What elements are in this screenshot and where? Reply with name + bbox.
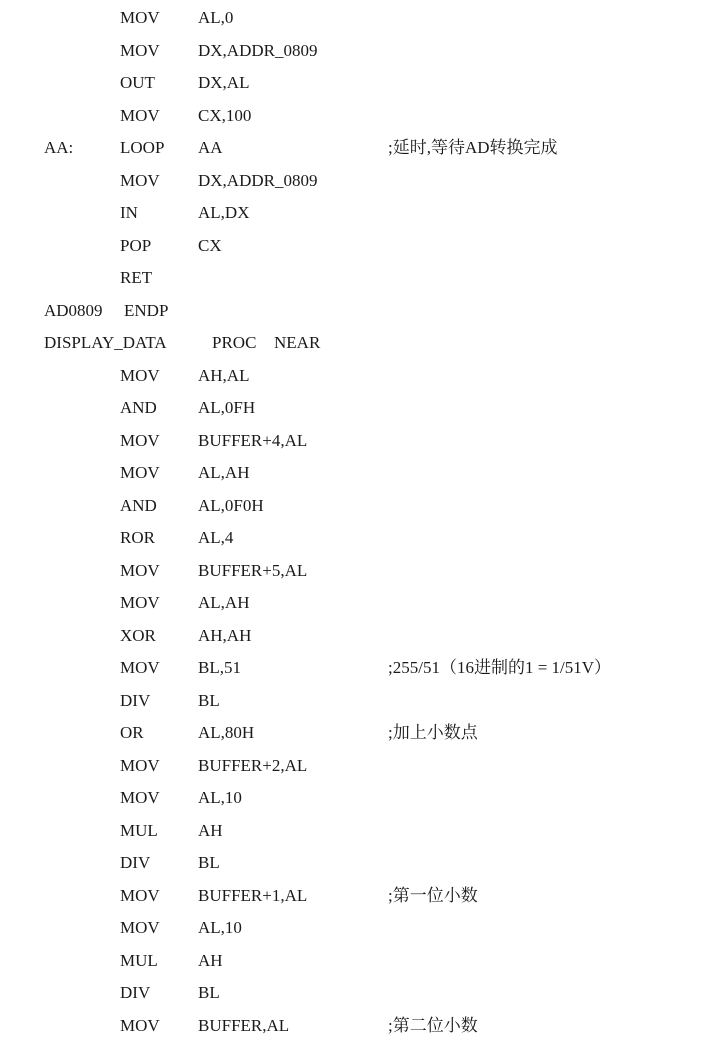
opcode: MOV [120, 885, 160, 905]
opcode: XOR [120, 625, 156, 645]
opcode: LOOP [120, 138, 165, 157]
code-line [0, 555, 701, 588]
operand: AL,DX [198, 203, 250, 222]
operand: AH,AH [198, 625, 252, 645]
operand: CX,100 [198, 105, 252, 125]
code-line [0, 392, 701, 425]
code-line [0, 197, 701, 230]
operand: BUFFER+1,AL [198, 885, 308, 905]
opcode: OUT [120, 73, 155, 92]
opcode: OR [120, 723, 144, 742]
code-label: AA: [44, 138, 74, 157]
opcode: MOV [120, 170, 160, 190]
operand: AH [198, 950, 223, 970]
operand: AL,AH [198, 463, 250, 482]
opcode: MOV [120, 918, 160, 937]
opcode: MOV [120, 430, 160, 450]
opcode: DIV [120, 690, 151, 710]
operand: DX,ADDR_0809 [198, 170, 318, 190]
declaration-name: AD0809 [44, 300, 103, 320]
opcode: MOV [120, 40, 160, 60]
code-line [0, 1010, 701, 1043]
operand: AL,10 [198, 918, 242, 937]
code-line [0, 230, 701, 263]
operand: AH,AL [198, 365, 250, 385]
opcode: MOV [120, 658, 160, 677]
code-comment: ;第一位小数 [388, 885, 478, 905]
code-line [0, 165, 701, 198]
operand: AL,80H [198, 723, 255, 742]
opcode: MUL [120, 820, 158, 840]
code-line [0, 425, 701, 458]
code-comment: ;延时,等待AD转换完成 [388, 138, 558, 157]
code-comment: ;255/51（16进制的1 = 1/51V） [388, 658, 612, 677]
code-line [0, 880, 701, 913]
code-line [0, 750, 701, 783]
opcode: MOV [120, 755, 160, 775]
operand: BUFFER,AL [198, 1015, 290, 1035]
operand: BL [198, 983, 220, 1002]
code-line [0, 132, 701, 165]
opcode: IN [120, 203, 138, 222]
code-comment: ;加上小数点 [388, 723, 478, 742]
opcode: MOV [120, 593, 160, 612]
opcode: DIV [120, 853, 151, 872]
operand: BUFFER+2,AL [198, 755, 308, 775]
code-line [0, 717, 701, 750]
operand: AL,4 [198, 528, 234, 547]
code-line [0, 945, 701, 978]
code-line [0, 587, 701, 620]
assembly-listing [0, 2, 701, 1042]
code-line [0, 100, 701, 133]
operand: AL,0F0H [198, 495, 264, 515]
code-comment: ;第二位小数 [388, 1015, 478, 1035]
opcode: POP [120, 235, 152, 255]
opcode: MOV [120, 105, 160, 125]
code-line [0, 327, 701, 360]
operand: DX,AL [198, 73, 250, 92]
code-line [0, 295, 701, 328]
code-line [0, 782, 701, 815]
code-line [0, 815, 701, 848]
opcode: ROR [120, 528, 155, 547]
code-line [0, 490, 701, 523]
opcode: MOV [120, 560, 160, 580]
code-line [0, 2, 701, 35]
operand: AL,0 [198, 8, 234, 27]
opcode: DIV [120, 983, 151, 1002]
operand: BUFFER+5,AL [198, 560, 308, 580]
code-line [0, 977, 701, 1010]
code-line [0, 457, 701, 490]
code-line [0, 360, 701, 393]
operand: CX [198, 235, 222, 255]
opcode: MOV [120, 788, 160, 807]
operand: AL,AH [198, 593, 250, 612]
code-line [0, 685, 701, 718]
code-line [0, 912, 701, 945]
declaration-name: DISPLAY_DATA [44, 333, 167, 352]
code-line [0, 67, 701, 100]
opcode: MOV [120, 365, 160, 385]
code-line [0, 522, 701, 555]
operand: BL,51 [198, 658, 241, 677]
declaration-keyword: PROC [212, 333, 257, 352]
operand: AL,10 [198, 788, 242, 807]
operand: AL,0FH [198, 398, 256, 417]
operand: AH [198, 820, 223, 840]
opcode: AND [120, 398, 157, 417]
opcode: MOV [120, 463, 160, 482]
declaration-keyword: NEAR [274, 333, 321, 352]
operand: BL [198, 690, 220, 710]
opcode: MOV [120, 1015, 160, 1035]
operand: DX,ADDR_0809 [198, 40, 318, 60]
opcode: RET [120, 268, 153, 287]
opcode: MOV [120, 8, 160, 27]
code-line [0, 652, 701, 685]
operand: AA [198, 138, 223, 157]
code-line [0, 620, 701, 653]
operand: BUFFER+4,AL [198, 430, 308, 450]
declaration-keyword: ENDP [124, 300, 169, 320]
operand: BL [198, 853, 220, 872]
code-line [0, 35, 701, 68]
opcode: AND [120, 495, 157, 515]
opcode: MUL [120, 950, 158, 970]
code-line [0, 847, 701, 880]
code-line [0, 262, 701, 295]
